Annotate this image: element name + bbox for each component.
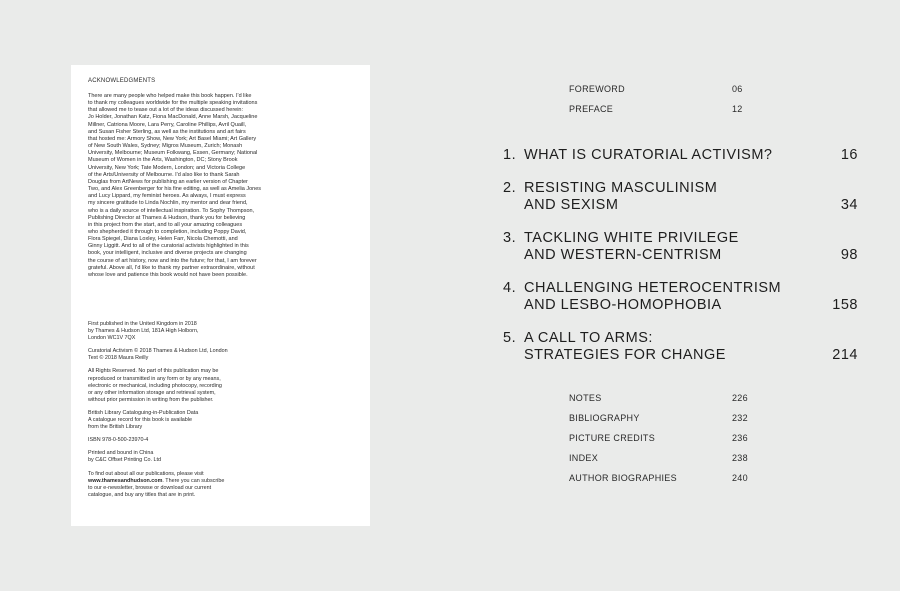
ack-line: of New South Wales, Sydney; Migros Museum, Zurich; Monash: [88, 143, 243, 150]
isbn-line: ISBN 978-0-500-23970-4: [88, 437, 149, 444]
imprint-line: First published in the United Kingdom in 2018: [88, 321, 197, 327]
toc-entry-label: NOTES: [569, 393, 602, 403]
ack-line: who is a daily source of intellectual inspiration. To Sophy Thompson,: [88, 207, 255, 214]
imprint-line: reproduced or transmitted in any form or by any means,: [88, 375, 221, 382]
imprint-line: Printed and bound in China: [88, 450, 154, 457]
ack-line: Millner, Catriona Moore, Lara Perry, Caroline Phillips, Avril Quaill,: [88, 121, 247, 128]
ack-line: There are many people who helped make this book happen. I'd like: [88, 93, 252, 99]
ack-line: University, New York; Tate Modern, London; and Victoria College: [88, 164, 246, 171]
imprint-line: Text © 2018 Maura Reilly: [88, 355, 149, 362]
printer-info: [88, 450, 228, 464]
toc-entry-page: 238: [732, 453, 748, 463]
chapter-page: 16: [840, 147, 858, 163]
acknowledgments-body: [88, 93, 370, 279]
imprint-line: British Library Cataloguing-in-Publication Data: [88, 409, 199, 416]
chapter-title: AND LESBO-HOMOPHOBIA: [524, 297, 722, 313]
toc-entry-label: AUTHOR BIOGRAPHIES: [569, 473, 677, 483]
toc-entry-label: FOREWORD: [569, 84, 625, 94]
imprint-line: by C&C Offset Printing Co. Ltd: [88, 457, 162, 464]
publisher-url: www.thamesandhudson.com: [88, 477, 163, 484]
toc-entry-page: 236: [732, 433, 748, 443]
chapter-number: 4.: [503, 280, 517, 296]
publisher-info: [88, 321, 228, 342]
ack-line: my sincere gratitude to Linda Nochlin, my mentor and dear friend,: [88, 200, 248, 207]
imprint-line: or any other information storage and retrieval system,: [88, 389, 216, 396]
ack-line: Two, and Alex Greenberger for his fine editing, as well as Amelia Jones: [88, 186, 262, 193]
ack-line: that hosted me: Armory Show, New York; Art Basel Miami; Art Gallery: [88, 135, 257, 142]
imprint-line: A catalogue record for this book is available: [88, 417, 192, 424]
chapter-page: 214: [832, 347, 858, 363]
publications-info: [88, 471, 228, 499]
toc-entry-page: 232: [732, 413, 748, 423]
chapter-page: 158: [832, 297, 858, 313]
ack-line: and Susan Fisher Sterling, as well as the institutions and art fairs: [88, 128, 246, 135]
imprint-line: from the British Library: [88, 424, 143, 431]
ack-line: the course of art history, now and into the future; for that, I am forever: [88, 257, 257, 264]
ack-line: grateful. Above all, I'd like to thank my partner extraordinaire, without: [88, 264, 255, 271]
chapter-title: AND SEXISM: [524, 197, 619, 213]
chapter-number: 5.: [503, 330, 517, 346]
toc-entry-foreword: [569, 84, 743, 94]
toc-entry-author-biographies: [569, 473, 748, 483]
chapter-title: CHALLENGING HETEROCENTRISM: [524, 280, 782, 296]
imprint-line: electronic or mechanical, including photocopy, recording: [88, 382, 222, 389]
chapter-title: STRATEGIES FOR CHANGE: [524, 347, 726, 363]
toc-entry-label: BIBLIOGRAPHY: [569, 413, 640, 423]
ack-line: Publishing Director at Thames & Hudson, thank you for believing: [88, 214, 246, 221]
rights-notice: [88, 368, 228, 403]
acknowledgments-heading: ACKNOWLEDGMENTS: [88, 78, 156, 84]
chapter-title: WHAT IS CURATORIAL ACTIVISM?: [524, 147, 773, 163]
chapter-title: RESISTING MASCULINISM: [524, 180, 718, 196]
imprint-line: Curatorial Activism © 2018 Thames & Hudson Ltd, London: [88, 348, 228, 355]
imprint-line: catalogue, and buy any titles that are in print.: [88, 491, 196, 498]
imprint-line: without prior permission in writing from the publisher.: [88, 396, 214, 403]
toc-entry-index: [569, 453, 748, 463]
imprint-line: to our e-newsletter, browse or download our current: [88, 484, 212, 491]
ack-line: in this project from the start, and to all your amazing colleagues: [88, 221, 243, 228]
imprint-block: [88, 321, 228, 505]
imprint-line: To find out about all our publications, please visit: [88, 470, 204, 477]
copyright-page: [71, 65, 370, 526]
toc-entry-picture-credits: [569, 433, 748, 443]
cataloguing-info: [88, 410, 228, 431]
ack-line: that allowed me to tease out a lot of the ideas discussed herein:: [88, 107, 244, 114]
ack-line: Ginny Liggitt. And to all of the curatorial activists highlighted in this: [88, 243, 249, 250]
ack-line: University, Melbourne; Museum Folkwang, Essen, Germany; National: [88, 150, 258, 157]
imprint-line: [88, 478, 228, 485]
imprint-text: . There you can subscribe: [162, 477, 225, 484]
chapter-title: TACKLING WHITE PRIVILEGE: [524, 230, 739, 246]
chapter-title: AND WESTERN-CENTRISM: [524, 247, 722, 263]
ack-line: Museum of Women in the Arts, Washington, DC; Stony Brook: [88, 157, 238, 164]
ack-line: whose love and patience this book would not have been possible.: [88, 271, 248, 278]
ack-line: book, your intelligent, inclusive and diverse projects are changing: [88, 250, 247, 257]
toc-entry-notes: [569, 393, 748, 403]
copyright-info: [88, 348, 228, 362]
ack-line: to thank my colleagues worldwide for the multiple speaking invitations: [88, 100, 258, 107]
isbn: [88, 437, 228, 444]
ack-line: Flora Spiegel, Diana Loxley, Helen Farr, Nicola Chemotti, and: [88, 236, 238, 243]
toc-entry-page: 240: [732, 473, 748, 483]
imprint-line: by Thames & Hudson Ltd, 181A High Holborn,: [88, 328, 199, 335]
toc-entry-label: PICTURE CREDITS: [569, 433, 656, 443]
imprint-line: London WC1V 7QX: [88, 335, 136, 342]
chapter-number: 1.: [503, 147, 517, 163]
imprint-line: All Rights Reserved. No part of this publication may be: [88, 368, 219, 375]
toc-entry-preface: [569, 104, 743, 114]
toc-entry-label: PREFACE: [569, 104, 614, 114]
ack-line: Jo Holder, Jonathan Katz, Fiona MacDonald, Anne Marsh, Jacqueline: [88, 114, 258, 121]
chapter-title: A CALL TO ARMS:: [524, 330, 653, 346]
toc-entry-page: 06: [732, 84, 743, 94]
toc-entry-bibliography: [569, 413, 748, 423]
toc-entry-label: INDEX: [569, 453, 599, 463]
toc-entry-page: 12: [732, 104, 743, 114]
chapter-number: 3.: [503, 230, 517, 246]
ack-line: Douglas from ArtNews for publishing an earlier version of Chapter: [88, 178, 248, 185]
toc-entry-page: 226: [732, 393, 748, 403]
chapter-page: 34: [840, 197, 858, 213]
chapter-page: 98: [840, 247, 858, 263]
chapter-number: 2.: [503, 180, 517, 196]
ack-line: who shepherded it through to completion, including Poppy David,: [88, 228, 247, 235]
ack-line: and Lucy Lippard, my feminist heroes. As always, I must express: [88, 193, 246, 200]
ack-line: of the Arts/University of Melbourne. I'd also like to thank Sarah: [88, 171, 240, 178]
